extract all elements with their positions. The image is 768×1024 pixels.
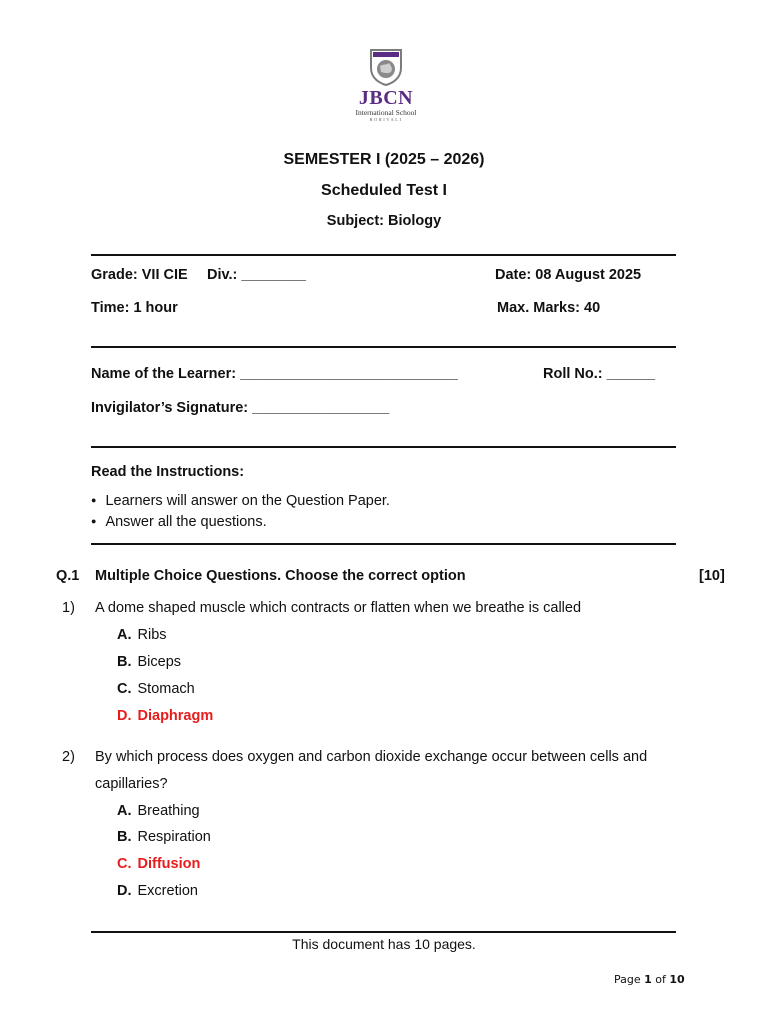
school-logo — [340, 48, 432, 128]
option-b — [117, 829, 211, 845]
logo-subtitle: International School — [355, 108, 417, 117]
option-letter: D. — [117, 883, 132, 899]
instructions-list — [91, 491, 390, 533]
option-text: Diaphragm — [137, 708, 214, 724]
question-text-continued: capillaries? — [95, 776, 168, 792]
option-text: Stomach — [137, 681, 195, 697]
roll-number-field: Roll No.: ______ — [543, 366, 656, 382]
time-field: Time: 1 hour — [91, 300, 178, 316]
option-text: Respiration — [137, 829, 211, 845]
learner-name-field: Name of the Learner: ___________________________ — [91, 366, 458, 382]
date-field: Date: 08 August 2025 — [495, 267, 642, 283]
divider — [91, 254, 676, 256]
test-title: Scheduled Test I — [321, 182, 447, 199]
option-a — [117, 803, 200, 819]
option-letter: A. — [117, 627, 132, 643]
invigilator-signature-field: Invigilator’s Signature: _________________ — [91, 400, 390, 416]
option-d — [117, 883, 198, 899]
option-a — [117, 627, 167, 643]
page-number — [614, 973, 685, 986]
option-text: Breathing — [137, 803, 200, 819]
option-c — [117, 681, 195, 697]
page-total: 10 — [669, 973, 685, 986]
question-number: 2) — [62, 749, 75, 765]
section-title: Multiple Choice Questions. Choose the correct option — [95, 568, 466, 584]
page-current: 1 — [644, 973, 652, 986]
question-text: A dome shaped muscle which contracts or flatten when we breathe is called — [95, 600, 582, 616]
shield-crest-icon — [369, 48, 403, 86]
option-b — [117, 654, 181, 670]
logo-location: BORIVALI — [369, 117, 403, 122]
divider — [91, 446, 676, 448]
instruction-item: ● Answer all the questions. — [91, 512, 390, 533]
option-text: Diffusion — [137, 856, 201, 872]
option-text: Ribs — [137, 627, 167, 643]
option-letter: D. — [117, 708, 132, 724]
divider — [91, 346, 676, 348]
section-number: Q.1 — [56, 568, 80, 584]
grade-field: Grade: VII CIE — [91, 267, 188, 283]
option-c-correct — [117, 856, 200, 872]
section-marks: [10] — [699, 568, 725, 584]
instruction-item: ● Learners will answer on the Question Paper. — [91, 491, 390, 512]
option-text: Biceps — [137, 654, 182, 670]
option-letter: B. — [117, 654, 132, 670]
option-text: Excretion — [137, 883, 198, 899]
semester-title: SEMESTER I (2025 – 2026) — [283, 151, 485, 168]
divider — [91, 543, 676, 545]
page-label: Page — [614, 973, 641, 986]
option-letter: C. — [117, 856, 132, 872]
question-text: By which process does oxygen and carbon dioxide exchange occur between cells and — [95, 749, 648, 765]
division-field: Div.: ________ — [207, 267, 306, 283]
logo-name: JBCN — [358, 87, 414, 109]
pages-note: This document has 10 pages. — [292, 936, 476, 952]
option-letter: A. — [117, 803, 132, 819]
instructions-heading: Read the Instructions: — [91, 464, 245, 480]
option-letter: B. — [117, 829, 132, 845]
option-d-correct — [117, 708, 213, 724]
footer-divider — [91, 931, 676, 933]
page-of: of — [655, 973, 666, 986]
subject-title: Subject: Biology — [326, 213, 442, 229]
max-marks-field: Max. Marks: 40 — [497, 300, 601, 316]
question-number: 1) — [62, 600, 75, 616]
option-letter: C. — [117, 681, 132, 697]
